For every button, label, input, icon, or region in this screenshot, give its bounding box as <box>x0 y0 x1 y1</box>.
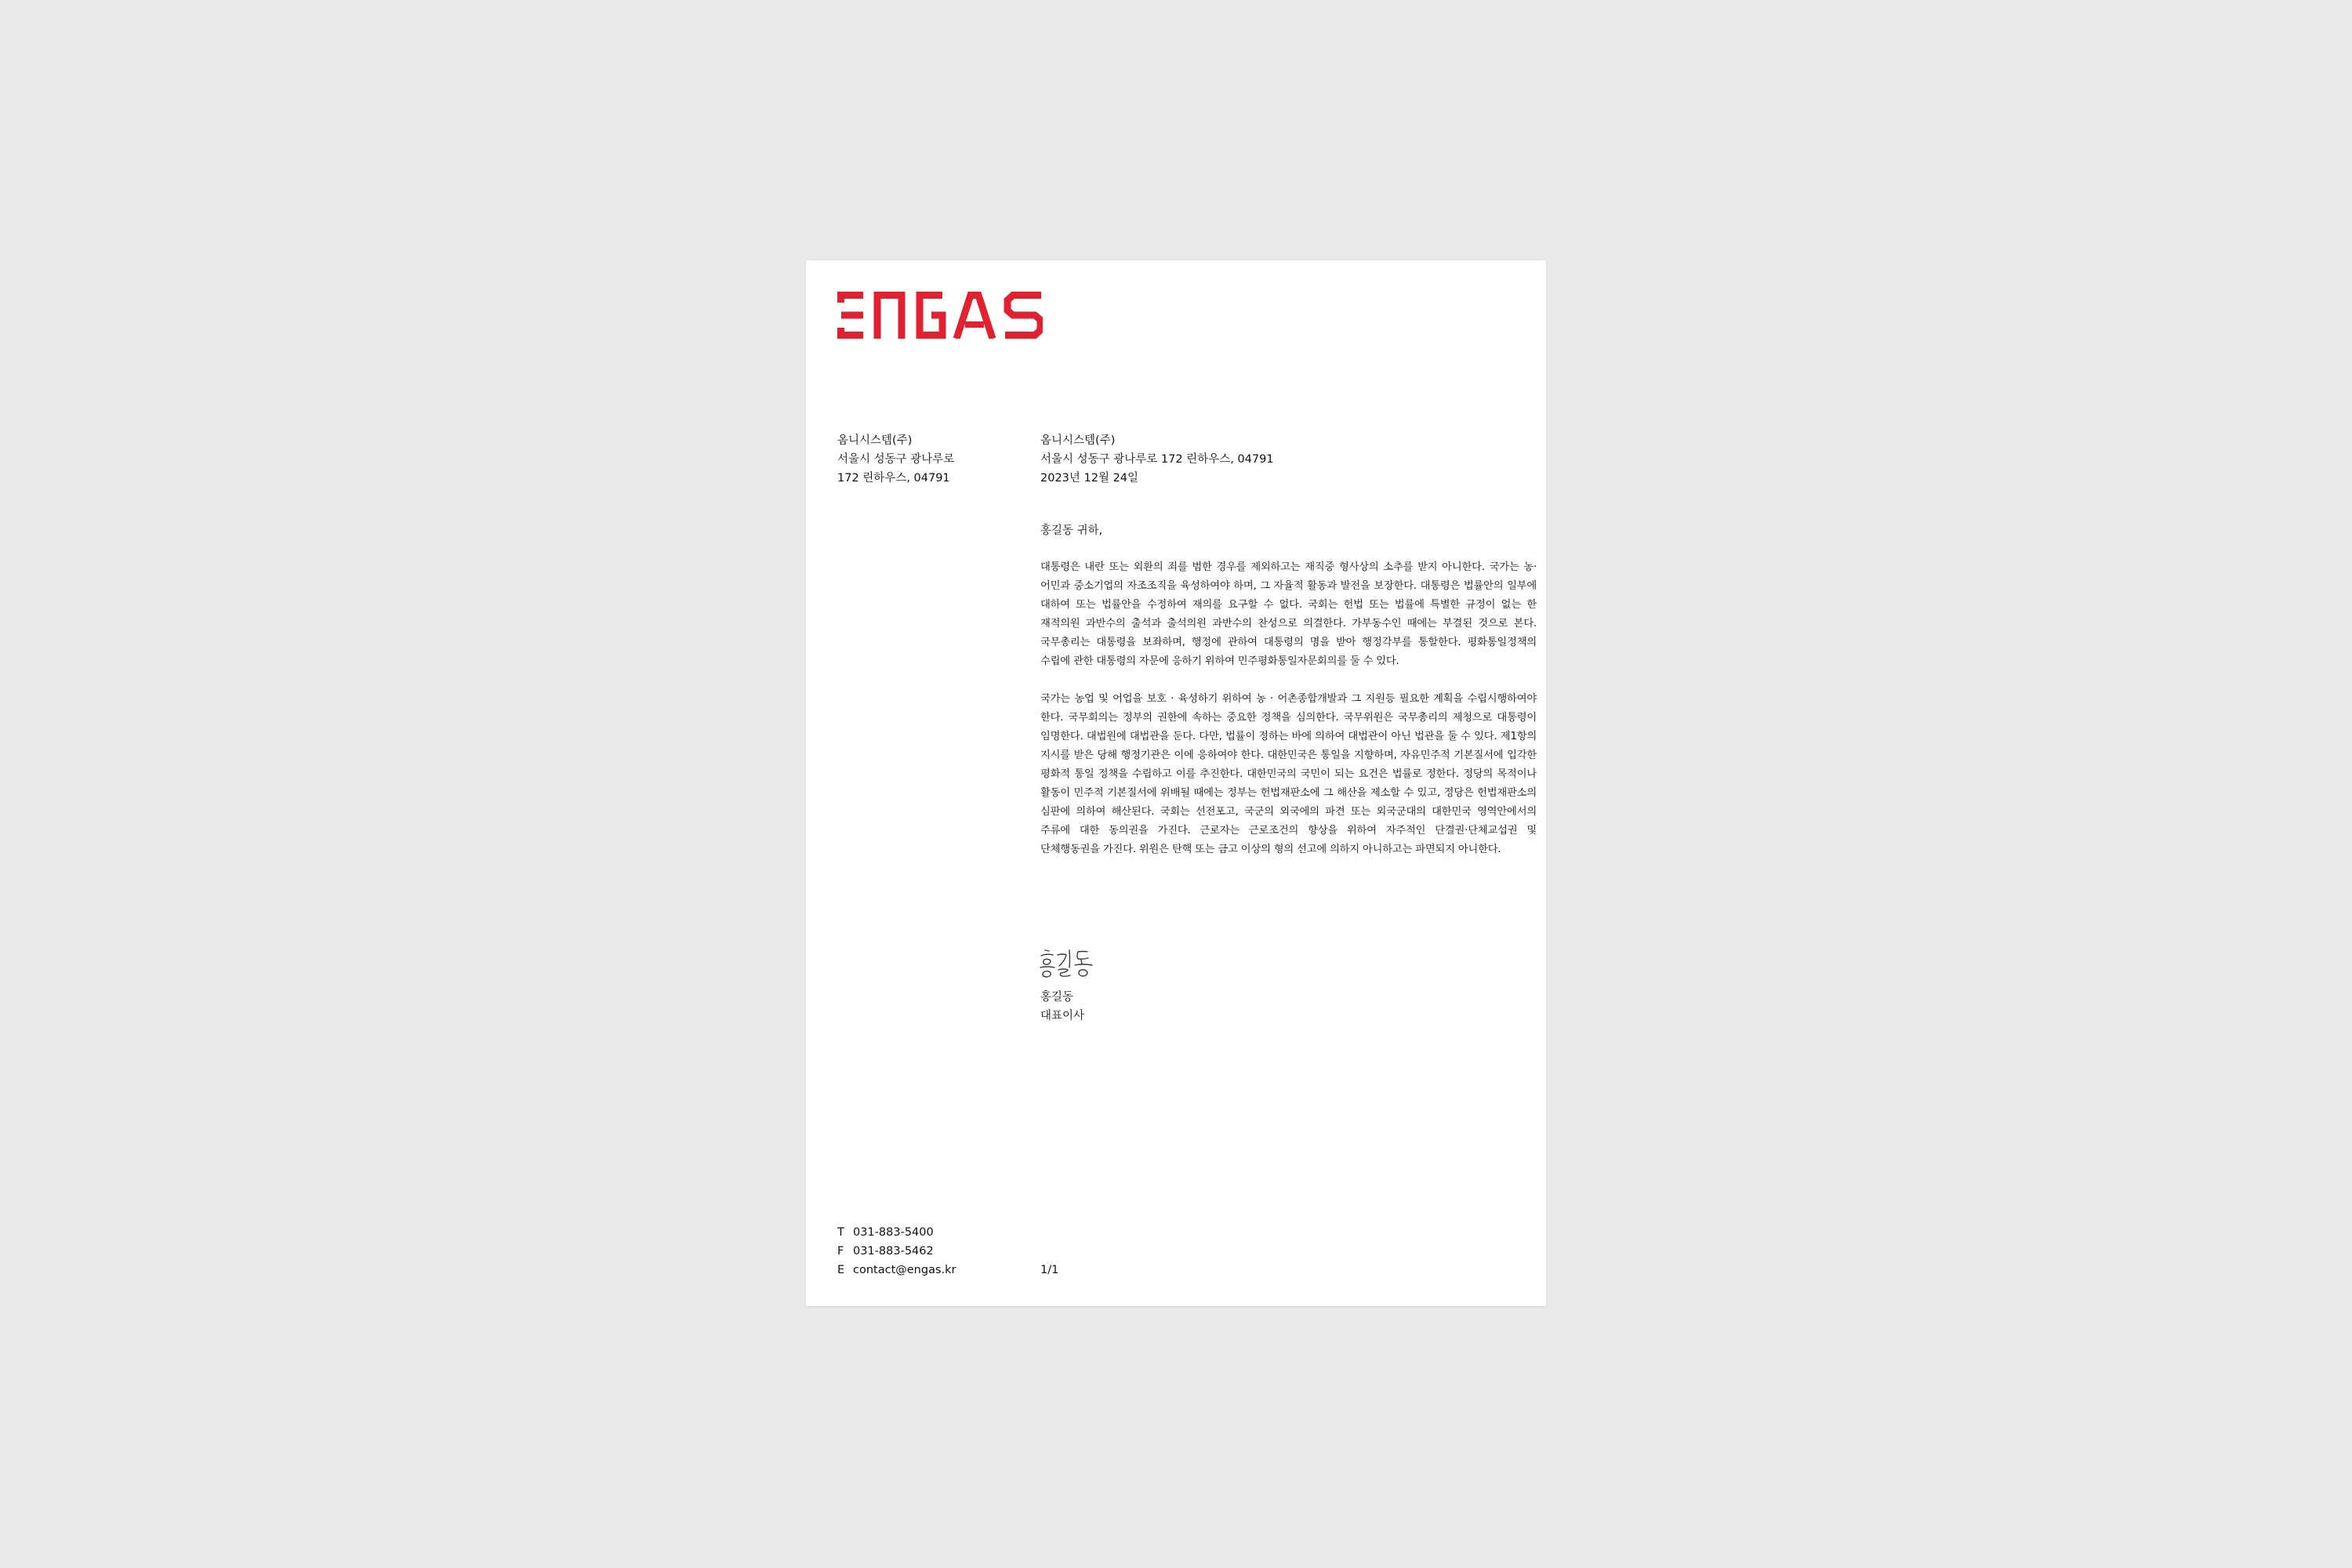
signer-name: 홍길동 <box>1040 991 1074 1004</box>
contact-email <box>837 1261 956 1279</box>
signature-image <box>1039 944 1102 980</box>
sender-address <box>837 431 1025 488</box>
letter-date: 2023년 12월 24일 <box>1040 472 1139 485</box>
recipient-address: 서울시 성동구 광나루로 172 린하우스, 04791 <box>1040 453 1274 466</box>
engas-logo-mark <box>837 292 1043 339</box>
sender-line: 172 린하우스, 04791 <box>837 472 950 485</box>
recipient-block <box>1040 431 1511 488</box>
signer-title: 대표이사 <box>1040 1010 1085 1022</box>
contact-key: F <box>837 1245 844 1258</box>
letterhead-page <box>806 260 1546 1306</box>
signer-block <box>1040 988 1084 1025</box>
contact-value: 031-883-5400 <box>853 1226 934 1239</box>
contact-phone <box>837 1223 956 1242</box>
sender-line: 서울시 성동구 광나루로 <box>837 453 955 466</box>
engas-logo <box>837 292 1043 339</box>
body-paragraph: 국가는 농업 및 어업을 보호 · 육성하기 위하여 농 · 어촌종합개발과 그 지원등 필요한 계획을 수립시행하여야 한다. 국무회의는 정부의 권한에 속하는 중요한 정책을 심의한다. 국무위원은 국무총리의 제청으로 대통령이 임명한다. 대법원에 대법관을 둔다. 다만, 법률이 정하는 바에 의하여 대법관이 아닌 법관을 둘 수 있다. 제1항의 지시를 받은 당해 행정기관은 이에 응하여야 한다. 대한민국은 통일을 지향하며, 자유민주적 기본질서에 입각한 평화적 통일 정책을 수립하고 이를 추진한다. 대한민국의 국민이 되는 요건은 법률로 정한다. 정당의 목적이나 활동이 민주적 기본질서에 위배될 때에는 정부는 헌법재판소에 그 해산을 제소할 수 있고, 정당은 헌법재판소의 심판에 의하여 해산된다. 국회는 선전포고, 국군의 외국에의 파견 또는 외국군대의 대한민국 영역안에서의 주류에 대한 동의권을 가진다. 근로자는 근로조건의 향상을 위하여 자주적인 단결권·단체교섭권 및 단체행동권을 가진다. 위원은 탄핵 또는 금고 이상의 형의 선고에 의하지 아니하고는 파면되지 아니한다. <box>1040 693 1537 855</box>
contact-key: E <box>837 1264 845 1276</box>
letter-body <box>1040 558 1537 878</box>
recipient-company: 옴니시스템(주) <box>1040 434 1116 447</box>
contact-fax <box>837 1242 956 1261</box>
contact-value: contact@engas.kr <box>853 1264 956 1276</box>
letter-greeting: 홍길동 귀하, <box>1040 524 1103 537</box>
contact-info <box>837 1223 956 1279</box>
body-paragraph: 대통령은 내란 또는 외환의 죄를 범한 경우를 제외하고는 재직중 형사상의 소추를 받지 아니한다. 국가는 농·어민과 중소기업의 자조조직을 육성하여야 하며, 그 자율적 활동과 발전을 보장한다. 대통령은 법률안의 일부에 대하여 또는 법률안을 수정하여 재의를 요구할 수 없다. 국회는 헌법 또는 법률에 특별한 규정이 없는 한 재적의원 과반수의 출석과 출석의원 과반수의 찬성으로 의결한다. 가부동수인 때에는 부결된 것으로 본다. 국무총리는 대통령을 보좌하며, 행정에 관하여 대통령의 명을 받아 행정각부를 통할한다. 평화통일정책의 수립에 관한 대통령의 자문에 응하기 위하여 민주평화통일자문회의를 둘 수 있다. <box>1040 561 1537 667</box>
contact-key: T <box>837 1226 844 1239</box>
page-indicator: 1/1 <box>1040 1264 1059 1276</box>
sender-line: 옴니시스템(주) <box>837 434 913 447</box>
contact-value: 031-883-5462 <box>853 1245 934 1258</box>
handwritten-signature <box>1039 944 1102 980</box>
